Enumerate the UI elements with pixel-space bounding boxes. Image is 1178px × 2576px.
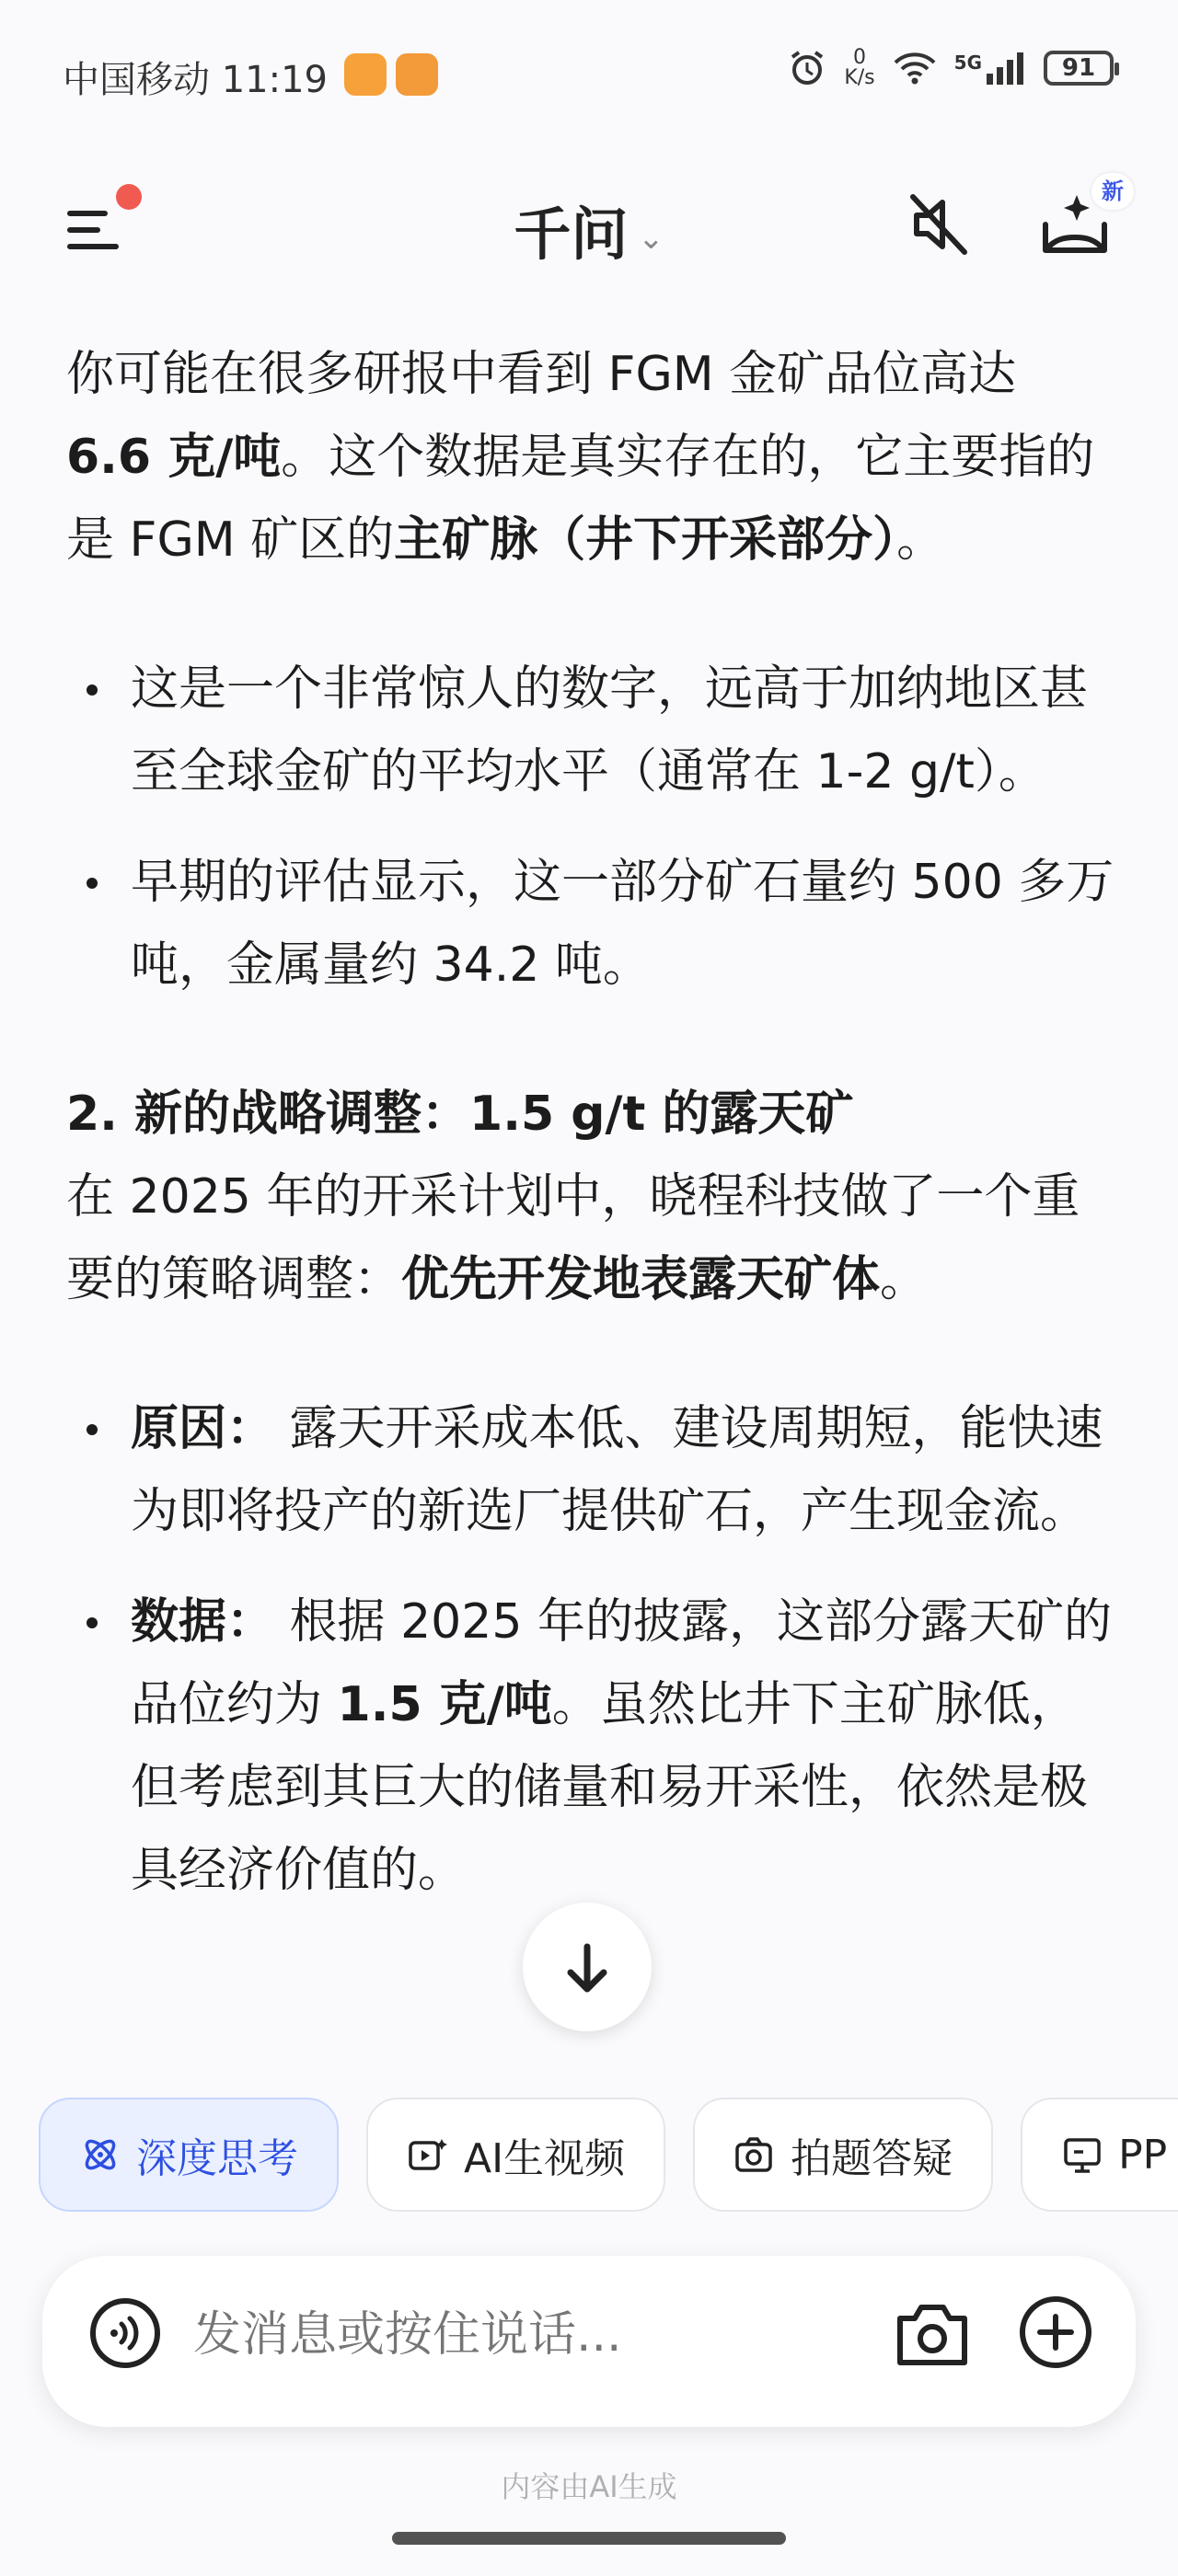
bullet-list-2 [66, 1387, 1115, 1912]
atom-icon [79, 2133, 121, 2176]
notification-app-icon-2 [396, 53, 438, 96]
camera-question-icon [733, 2133, 776, 2176]
list-item: 早期的评估显示，这一部分矿石量约 500 多万吨，金属量约 34.2 吨。 [66, 841, 1115, 1006]
presentation-icon [1061, 2133, 1103, 2176]
ai-generated-note: 内容由AI生成 [501, 2469, 677, 2504]
home-indicator[interactable] [392, 2532, 786, 2545]
camera-icon[interactable] [895, 2300, 970, 2368]
voice-input-icon[interactable] [88, 2296, 162, 2370]
new-badge: 新 [1091, 173, 1134, 210]
alarm-icon [787, 48, 827, 88]
chip-deep-thinking[interactable]: 深度思考 [39, 2098, 339, 2212]
add-icon[interactable] [1018, 2294, 1093, 2370]
list-item: 数据： 根据 2025 年的披露，这部分露天矿的品位约为 1.5 克/吨。虽然比井下主矿脉低，但考虑到其巨大的储量和易开采性，依然是极具经济价值的。 [66, 1581, 1115, 1912]
net-speed: 0 K/s [844, 46, 875, 89]
speaker-muted-icon[interactable] [904, 190, 974, 259]
chip-photo-question[interactable]: 拍题答疑 [693, 2098, 993, 2212]
status-icons [787, 48, 1114, 88]
status-bar [0, 0, 1178, 156]
notification-app-icon [344, 53, 387, 96]
app-title[interactable]: 千问 ⌄ [514, 201, 664, 268]
quick-action-chips [39, 2098, 1178, 2215]
clock: 11:19 [221, 59, 328, 101]
chevron-down-icon: ⌄ [628, 219, 664, 257]
bullet-list-1 [66, 648, 1115, 1006]
message-input[interactable] [193, 2303, 856, 2367]
battery-indicator: 91 [1044, 51, 1114, 86]
section-paragraph: 在 2025 年的开采计划中，晓程科技做了一个重要的策略调整：优先开发地表露天矿体。 [66, 1169, 1080, 1307]
section-heading: 2. 新的战略调整：1.5 g/t 的露天矿 [66, 1087, 854, 1142]
signal-bars-icon [985, 52, 1027, 85]
chat-message [66, 333, 1115, 1912]
arrow-down-icon [523, 1903, 652, 2031]
scroll-to-bottom-button[interactable] [523, 1903, 652, 2031]
signal-5g: 5G [954, 52, 1027, 85]
wifi-icon [892, 50, 938, 86]
chip-ai-video[interactable]: AI生视频 [366, 2098, 665, 2212]
list-item: 原因： 露天开采成本低、建设周期短，能快速为即将投产的新选厂提供矿石，产生现金流。 [66, 1387, 1115, 1553]
carrier-time [63, 51, 328, 103]
intro-paragraph: 你可能在很多研报中看到 FGM 金矿品位高达 6.6 克/吨。这个数据是真实存在的，它主要指的是 FGM 矿区的主矿脉（井下开采部分）。 [66, 347, 1095, 568]
list-item: 这是一个非常惊人的数字，远高于加纳地区甚至全球金矿的平均水平（通常在 1-2 g/t）。 [66, 648, 1115, 813]
video-spark-icon [407, 2133, 449, 2176]
chip-ppt[interactable]: PP [1021, 2098, 1178, 2212]
carrier-name: 中国移动 [63, 59, 210, 101]
